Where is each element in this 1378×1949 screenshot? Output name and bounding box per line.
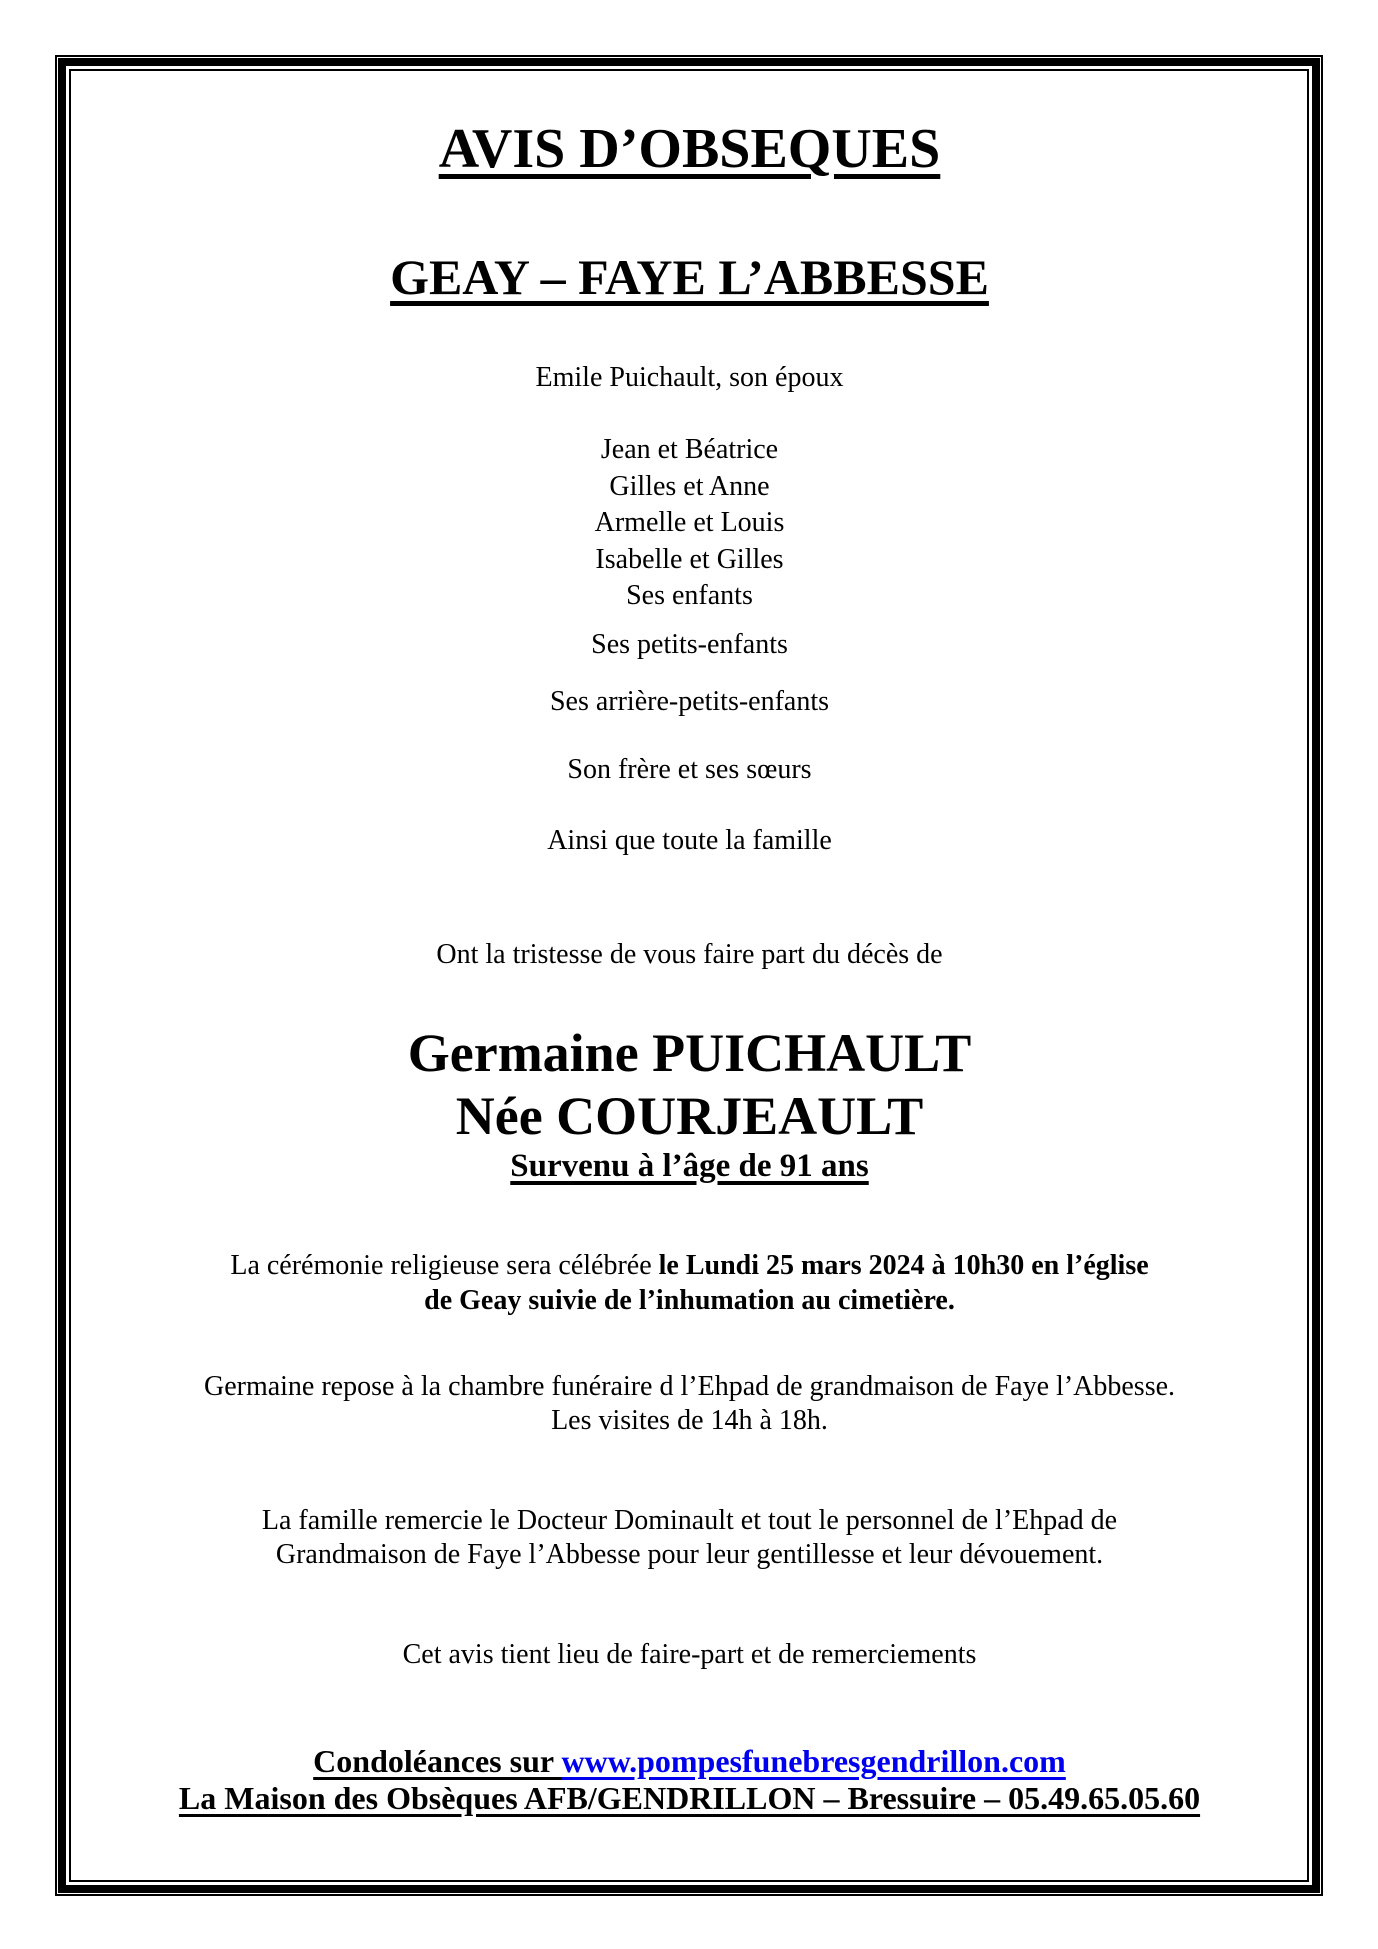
children-list [71, 432, 1308, 615]
siblings-line: Son frère et ses sœurs [567, 754, 812, 785]
children-couple-line: Armelle et Louis [594, 507, 785, 538]
notice-line: Cet avis tient lieu de faire-part et de remerciements [402, 1639, 977, 1670]
ceremony-line2: de Geay suivie de l’inhumation au cimetière. [424, 1285, 955, 1316]
announcement-intro: Ont la tristesse de vous faire part du décès de [436, 939, 943, 970]
ceremony-paragraph [71, 1248, 1308, 1318]
page-title: AVIS D’OBSEQUES [438, 118, 941, 180]
communes-subtitle: GEAY – FAYE L’ABBESSE [390, 249, 989, 305]
deceased-name-line1: Germaine PUICHAULT [407, 1023, 972, 1083]
condolences-label: Condoléances sur [313, 1743, 562, 1779]
children-couple-line: Isabelle et Gilles [595, 543, 784, 575]
age-line: Survenu à l’âge de 91 ans [510, 1148, 869, 1184]
funeral-home-line: La Maison des Obsèques AFB/GENDRILLON – Bressuire – 05.49.65.05.60 [178, 1780, 1201, 1816]
deceased-name [71, 1022, 1308, 1148]
thanks-line2: Grandmaison de Faye l’Abbesse pour leur gentillesse et leur dévouement. [275, 1539, 1104, 1570]
thanks-line1: La famille remercie le Docteur Dominault et tout le personnel de l’Ehpad de [261, 1505, 1118, 1536]
whole-family-line: Ainsi que toute la famille [547, 825, 832, 856]
document-content [71, 0, 1308, 1949]
grandchildren-line: Ses petits-enfants [591, 629, 788, 660]
ceremony-line1-bold: le Lundi 25 mars 2024 à 10h30 en l’église [658, 1250, 1149, 1281]
website-link[interactable]: www.pompesfunebresgendrillon.com [561, 1743, 1066, 1779]
great-grandchildren-line: Ses arrière-petits-enfants [549, 686, 830, 717]
children-label: Ses enfants [626, 580, 753, 611]
repose-line2: Les visites de 14h à 18h. [551, 1405, 828, 1436]
thanks-paragraph [71, 1504, 1308, 1572]
ceremony-line1 [71, 1248, 1308, 1283]
children-couple-line: Jean et Béatrice [600, 434, 779, 465]
spouse-line: Emile Puichault, son époux [535, 362, 844, 393]
repose-line1: Germaine repose à la chambre funéraire d l’Ehpad de grandmaison de Faye l’Abbesse. [203, 1371, 1176, 1402]
footer [71, 1743, 1308, 1817]
deceased-name-line2: Née COURJEAULT [455, 1086, 924, 1146]
children-couple-line: Gilles et Anne [609, 470, 770, 502]
condolences-line [71, 1743, 1308, 1780]
repose-paragraph [71, 1370, 1308, 1438]
ceremony-line1-regular: La cérémonie religieuse sera célébrée [230, 1250, 659, 1281]
